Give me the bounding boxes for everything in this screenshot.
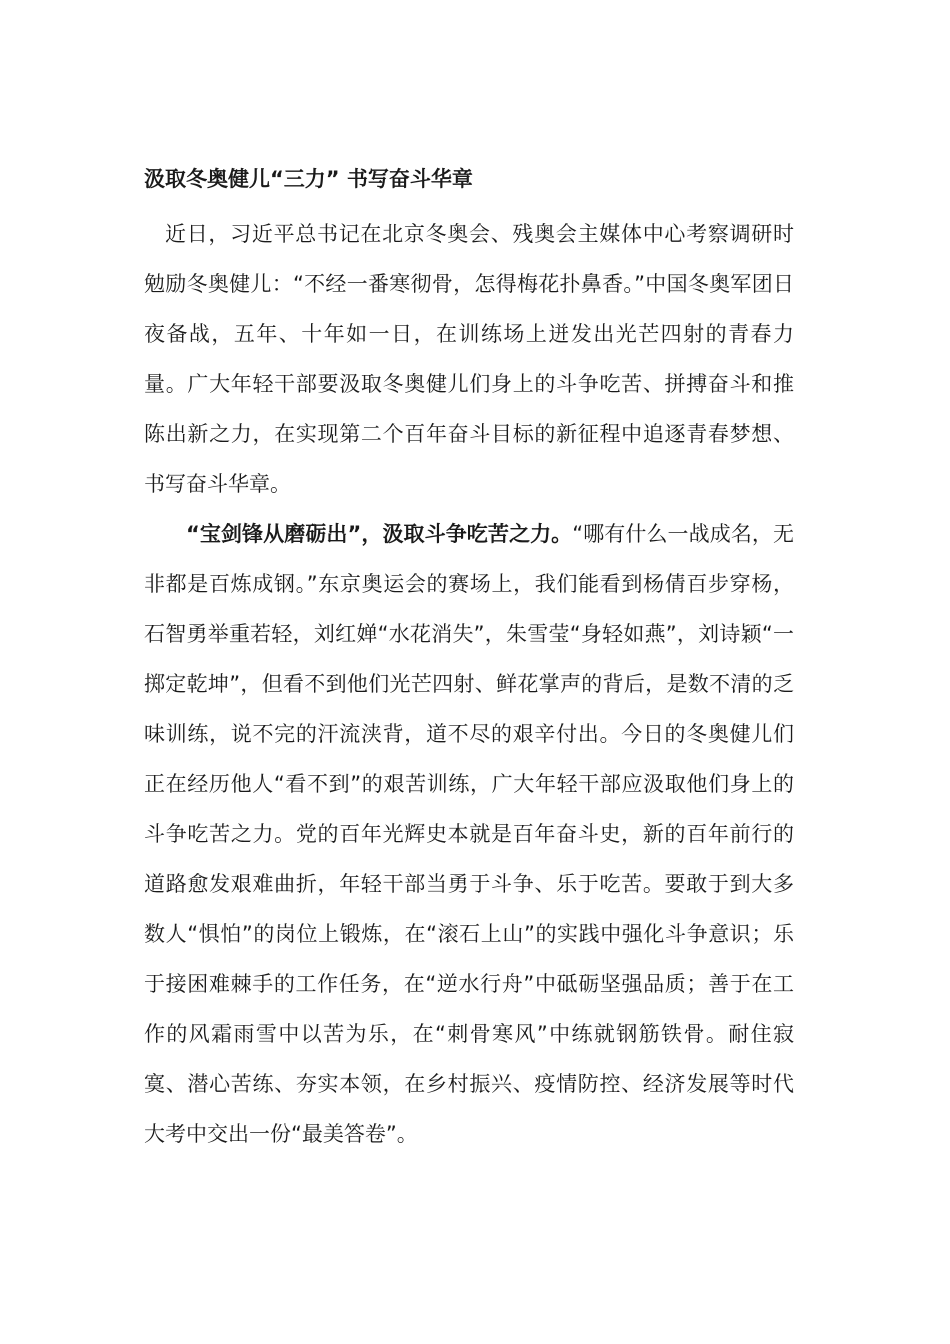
- paragraph-body-text: “哪有什么一战成名，无非都是百炼成钢。”东京奥运会的赛场上，我们能看到杨倩百步穿杨，石智勇举重若轻，刘红婵“水花消失”，朱雪莹“身轻如燕”，刘诗颖“一掷定乾坤”，但看不到他们光芒四射、鲜花掌声的背后，是数不清的乏味训练，说不完的汗流浃背，道不尽的艰辛付出。今日的冬奥健儿们正在经历他人“看不到”的艰苦训练，广大年轻干部应汲取他们身上的斗争吃苦之力。党的百年光辉史本就是百年奋斗史，新的百年前行的道路愈发艰难曲折，年轻干部当勇于斗争、乐于吃苦。要敢于到大多数人“惧怕”的岗位上锻炼，在“滚石上山”的实践中强化斗争意识；乐于接困难棘手的工作任务，在“逆水行舟”中砥砺坚强品质；善于在工作的风霜雨雪中以苦为乐，在“刺骨寒风”中练就钢筋铁骨。耐住寂寞、潜心苦练、夯实本领，在乡村振兴、疫情防控、经济发展等时代大考中交出一份“最美答卷”。: [144, 522, 794, 1146]
- document-title: 汲取冬奥健儿“三力” 书写奋斗华章: [144, 167, 473, 191]
- paragraph-intro: 近日，习近平总书记在北京冬奥会、残奥会主媒体中心考察调研时勉励冬奥健儿：“不经一番寒彻骨，怎得梅花扑鼻香。”中国冬奥军团日夜备战，五年、十年如一日，在训练场上迸发出光芒四射的青春力量。广大年轻干部要汲取冬奥健儿们身上的斗争吃苦、拼搏奋斗和推陈出新之力，在实现第二个百年奋斗目标的新征程中追逐青春梦想、书写奋斗华章。: [144, 222, 794, 496]
- paragraph-struggle: [144, 509, 794, 1159]
- document-body: [144, 160, 794, 1159]
- paragraph-lead-heading: “宝剑锋从磨砺出”，汲取斗争吃苦之力。: [186, 522, 573, 546]
